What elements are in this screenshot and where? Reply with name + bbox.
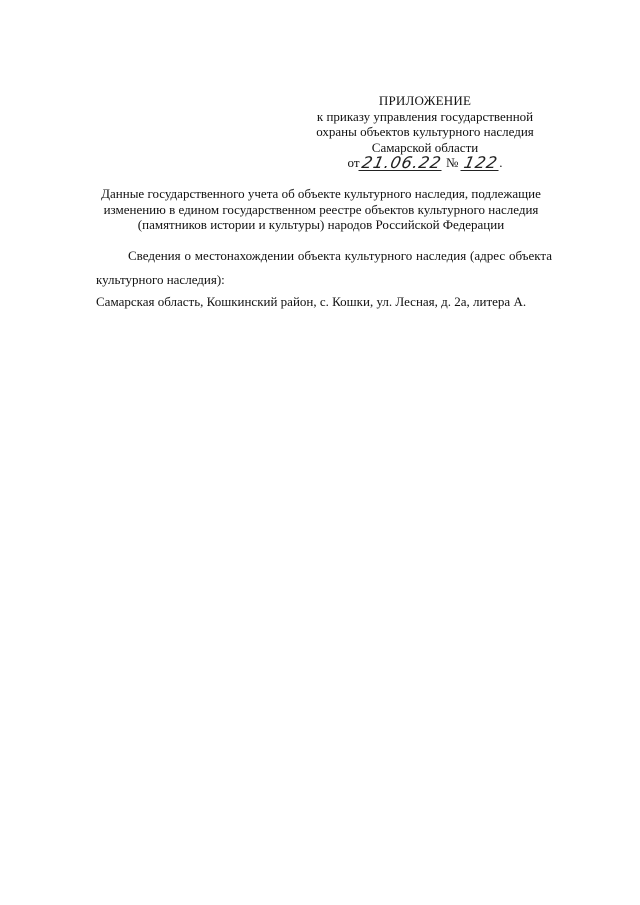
heading-line-2: изменению в едином государственном реестре объектов культурного наследия <box>103 201 539 217</box>
appendix-block <box>300 93 550 171</box>
heading-line-3: (памятников истории и культуры) народов Российской Федерации <box>137 217 505 232</box>
heading-line-1: Данные государственного учета об объекте культурного наследия, подлежащие <box>101 186 541 201</box>
date-prefix: от <box>347 155 360 170</box>
appendix-line-3: Самарской области <box>371 139 479 155</box>
appendix-line-2: охраны объектов культурного наследия <box>316 124 534 139</box>
appendix-date-line <box>300 155 550 171</box>
location-intro-paragraph: Сведения о местонахождении объекта культурного наследия (адрес объекта культурного наследия): <box>96 248 552 287</box>
document-heading <box>88 186 554 233</box>
handwritten-number: 122 <box>461 153 500 172</box>
handwritten-date: 21.06.22 <box>359 153 444 172</box>
appendix-title: ПРИЛОЖЕНИЕ <box>378 93 472 108</box>
object-address: Самарская область, Кошкинский район, с. Кошки, ул. Лесная, д. 2а, литера А. <box>96 294 527 309</box>
appendix-line-1: к приказу управления государственной <box>316 108 534 124</box>
number-prefix: № <box>446 155 459 170</box>
number-trailing-dot: . <box>499 155 503 170</box>
